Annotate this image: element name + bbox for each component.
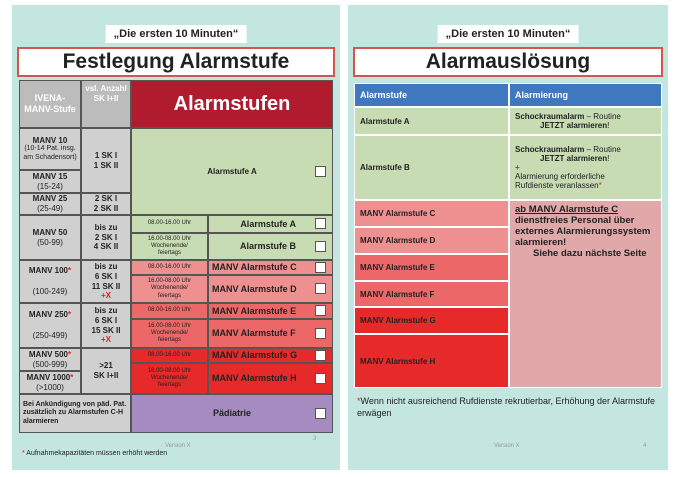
see-next-page: Siehe dazu nächste Seite xyxy=(533,248,647,259)
version-label: Version X xyxy=(494,443,520,449)
sk-cell: >21 SK I+II xyxy=(81,348,131,394)
time-cell: 16.00-08.00 Uhr Wochenende/ feiertags xyxy=(131,363,208,394)
slide-subtitle: „Die ersten 10 Minuten“ xyxy=(438,25,579,43)
manv-name: MANV 1000 xyxy=(26,372,71,382)
slide-title: Festlegung Alarmstufe xyxy=(17,47,335,77)
footnote-text: Aufnahmekapazitäten müssen erhöht werden xyxy=(26,450,168,457)
row-label: MANV Alarmstufe F xyxy=(354,281,509,307)
sk-plus-x: +X xyxy=(100,335,111,345)
manv-range: (250-499) xyxy=(32,331,68,341)
checkbox[interactable] xyxy=(315,218,326,229)
schock-line xyxy=(515,112,621,121)
ruf-line xyxy=(515,172,661,190)
manv-name: MANV 250 xyxy=(28,309,68,319)
jetzt: JETZT alarmieren xyxy=(540,121,608,130)
alarm-b-text xyxy=(509,135,662,200)
checkbox[interactable] xyxy=(315,241,326,252)
asterisk: * xyxy=(68,349,72,359)
manv-range: (>1000) xyxy=(36,382,64,392)
stufe-label: MANV Alarmstufe E xyxy=(212,305,297,316)
page-number: 3 xyxy=(313,436,317,442)
sk-plus-x: +X xyxy=(100,291,111,301)
stufe-cell xyxy=(208,363,333,394)
time-cell: 08.00-16.00 Uhr xyxy=(131,215,208,233)
row-label: MANV Alarmstufe E xyxy=(354,254,509,281)
checkbox[interactable] xyxy=(315,262,326,273)
time-cell: 08.00-16.00 Uhr xyxy=(131,303,208,319)
manv-range: (500-999) xyxy=(32,359,68,369)
page-number: 4 xyxy=(643,443,647,449)
asterisk: * xyxy=(22,450,25,457)
manv-label: MANV 25 xyxy=(32,194,68,204)
col-head-alarmstufen: Alarmstufen xyxy=(131,80,333,128)
time-cell: 16.00-08.00 Uhr Wochenende/ feiertags xyxy=(131,319,208,348)
sk-cell: bis zu 2 SK I 4 SK II xyxy=(81,215,131,260)
footnote xyxy=(22,450,167,457)
checkbox[interactable] xyxy=(315,283,326,294)
manv10-cell xyxy=(19,128,81,170)
col-head-ivena: IVENA- MANV-Stufe xyxy=(19,80,81,128)
asterisk: * xyxy=(68,266,72,276)
manv-name: MANV 100 xyxy=(28,266,68,276)
manv-label xyxy=(27,373,74,383)
slide-title: Alarmauslösung xyxy=(353,47,663,77)
paed-note: Bei Ankündigung von päd. Pat. zusätzlich zu Alarmstufen C-H alarmieren xyxy=(19,394,131,433)
stufe-cell xyxy=(208,233,333,260)
asterisk: * xyxy=(357,396,361,406)
time-cell: 16.00-08.00 Uhr Wochenende/ feiertags xyxy=(131,233,208,260)
stufe-a-cell xyxy=(131,128,333,215)
manv1000-cell xyxy=(19,371,81,394)
asterisk: * xyxy=(70,372,74,382)
version-label: Version X xyxy=(165,443,191,449)
col-head-sk: vsl. Anzahl SK I+II xyxy=(81,80,131,128)
manv-label xyxy=(29,310,71,320)
manv250-cell xyxy=(19,303,81,348)
stufe-label: MANV Alarmstufe H xyxy=(212,373,297,384)
checkbox[interactable] xyxy=(315,328,326,339)
stufe-cell xyxy=(208,348,333,363)
alarm-a-text xyxy=(509,107,662,135)
stufe-label: MANV Alarmstufe C xyxy=(212,262,297,273)
manv50-cell xyxy=(19,215,81,260)
manv-range: (10-14 Pat. insg. am Schadensort) xyxy=(23,145,77,161)
routine: – Routine xyxy=(584,145,621,154)
stufe-label: MANV Alarmstufe G xyxy=(212,350,298,361)
stufe-cell xyxy=(208,260,333,275)
time-cell: 08.00-16.00 Uhr xyxy=(131,260,208,275)
row-label: MANV Alarmstufe G xyxy=(354,307,509,334)
note-text: Wenn nicht ausreichend Rufdienste rekrutierbar, Erhöhung der Alarmstufe erwägen xyxy=(357,396,656,419)
excl: ! xyxy=(607,121,610,130)
checkbox[interactable] xyxy=(315,305,326,316)
manv15-cell xyxy=(19,170,81,193)
manv100-cell xyxy=(19,260,81,303)
checkbox[interactable] xyxy=(315,373,326,384)
excl: ! xyxy=(607,154,610,163)
manv-label xyxy=(29,350,71,360)
sk-cell xyxy=(81,260,131,303)
stufe-label: Alarmstufe A xyxy=(207,166,257,176)
manv500-cell xyxy=(19,348,81,371)
manv-alarm-text xyxy=(509,200,662,388)
checkbox[interactable] xyxy=(315,408,326,419)
stufe-cell xyxy=(208,275,333,303)
slide-subtitle: „Die ersten 10 Minuten“ xyxy=(106,25,247,43)
stufe-label: MANV Alarmstufe D xyxy=(212,283,297,294)
routine: – Routine xyxy=(584,112,621,121)
col-head-alarmierung: Alarmierung xyxy=(509,83,662,107)
schock: Schockraumalarm xyxy=(515,145,585,154)
sk-text: bis zu 6 SK I 11 SK II xyxy=(91,262,121,291)
manv-label: MANV 10 xyxy=(32,135,68,145)
right-note xyxy=(357,395,657,419)
ruf: Alarmierung erforderliche Rufdienste veranlassen xyxy=(515,172,605,190)
manv-range: (100-249) xyxy=(32,286,68,296)
paed-cell xyxy=(131,394,333,433)
stufe-cell xyxy=(208,215,333,233)
jetzt-line xyxy=(515,154,609,163)
row-label: Alarmstufe A xyxy=(354,107,509,135)
time-cell: 16.00-08.00 Uhr Wochenende/ feiertags xyxy=(131,275,208,303)
sk-cell xyxy=(81,303,131,348)
manv-label: MANV 15 xyxy=(32,171,68,181)
row-label: MANV Alarmstufe H xyxy=(354,334,509,388)
asterisk: * xyxy=(598,181,602,190)
row-label: Alarmstufe B xyxy=(354,135,509,200)
jetzt-line xyxy=(515,121,609,130)
manv-range: (50-99) xyxy=(37,237,63,247)
jetzt: JETZT alarmieren xyxy=(540,154,608,163)
stufe-label: Alarmstufe B xyxy=(239,241,296,252)
asterisk: * xyxy=(68,309,72,319)
manv-head: ab MANV Alarmstufe C xyxy=(515,204,619,215)
manv-range: (25-49) xyxy=(37,204,63,213)
manv-label xyxy=(29,266,71,276)
manv-label: MANV 50 xyxy=(32,227,68,237)
stufe-label: MANV Alarmstufe F xyxy=(212,328,296,339)
manv-name: MANV 500 xyxy=(28,349,68,359)
stufe-label: Alarmstufe A xyxy=(240,218,296,229)
row-label: MANV Alarmstufe D xyxy=(354,227,509,254)
plus-icon: + xyxy=(515,163,520,172)
schock: Schockraumalarm xyxy=(515,112,585,121)
checkbox[interactable] xyxy=(315,166,326,177)
stufe-cell xyxy=(208,319,333,348)
manv-text: dienstfreies Personal über externes Alarmierungssystem alarmieren! xyxy=(515,215,651,248)
stufe-label: Pädiatrie xyxy=(212,408,252,419)
checkbox[interactable] xyxy=(315,350,326,361)
sk-cell: 2 SK I 2 SK II xyxy=(81,193,131,215)
schock-line xyxy=(515,145,621,154)
manv-range: (15-24) xyxy=(37,181,63,191)
manv25-cell xyxy=(19,193,81,215)
sk-cell: 1 SK I 1 SK II xyxy=(81,128,131,193)
sk-text: bis zu 6 SK I 15 SK II xyxy=(91,306,121,335)
stufe-cell xyxy=(208,303,333,319)
time-cell: 08.00-16.00 Uhr xyxy=(131,348,208,363)
row-label: MANV Alarmstufe C xyxy=(354,200,509,227)
col-head-alarmstufe: Alarmstufe xyxy=(354,83,509,107)
